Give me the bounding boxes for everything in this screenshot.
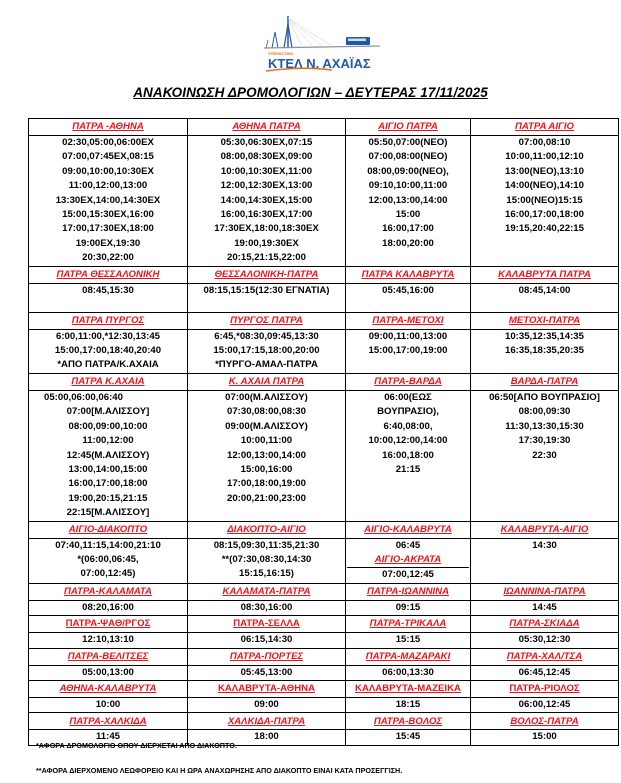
departure-times: 06:15,14:30: [240, 634, 293, 646]
route-header-cell: [346, 648, 471, 665]
route-header-cell: [188, 521, 346, 538]
route-times-row: [29, 600, 619, 615]
route-name: ΚΑΛΑΜΑΤΑ-ΠΑΤΡΑ: [222, 586, 311, 598]
departure-times-cell: [188, 136, 346, 267]
route-times-row: [29, 390, 619, 521]
departure-times: 10:35,12:35,14:35: [505, 330, 584, 342]
departure-times: 06:45: [395, 539, 421, 551]
departure-times-cell: [471, 136, 619, 267]
route-name: ΠΑΤΡΑ ΑΙΓΙΟ: [515, 121, 574, 133]
route-header-cell: [471, 266, 619, 283]
departure-times: 13:00,14:00,15:00: [68, 463, 148, 475]
departure-times-cell: [29, 329, 188, 373]
route-name: ΧΑΛΚΙΔΑ-ΠΑΤΡΑ: [227, 715, 306, 727]
departure-times: 08:15,15:15(12:30 ΕΓΝΑΤΙΑ): [203, 284, 330, 296]
departure-times: 17:00,18:00,19:00: [227, 478, 306, 490]
route-name: ΠΑΤΡΑ-ΠΟΡΤΕΣ: [229, 650, 304, 662]
departure-times: 19:00,19:30ΕΧ: [234, 237, 299, 249]
departure-times-cell: [29, 136, 188, 267]
departure-times: 06:00,13:30: [382, 666, 434, 678]
departure-times: 07:00,07:45ΕΧ,08:15: [62, 151, 154, 163]
departure-times-cell: [29, 665, 188, 680]
departure-times: 22:30: [532, 449, 557, 461]
sub-route-name: ΑΙΓΙΟ-ΑΚΡΑΤΑ: [374, 553, 442, 565]
route-name: ΒΟΛΟΣ-ΠΑΤΡΑ: [510, 715, 579, 727]
route-name: ΑΘΗΝΑ-ΚΑΛΑΒΡΥΤΑ: [59, 683, 157, 695]
route-header-cell: [471, 373, 619, 390]
departure-times: 15:00(ΝΕΟ)15:15: [506, 194, 583, 206]
departure-times: 13:00(ΝΕΟ),13:10: [505, 165, 584, 177]
departure-times: 15:00,16:00: [240, 463, 293, 475]
departure-times: 09:00(Μ.ΑΛΙΣΣΟΥ): [225, 420, 308, 432]
route-name: ΙΩΑΝΝΙΝΑ-ΠΑΤΡΑ: [503, 586, 586, 598]
route-header-cell: [29, 373, 188, 390]
departure-times: 17:00,17:30ΕΧ,18:00: [62, 223, 154, 235]
departure-times: 20:00,21:00,23:00: [227, 492, 306, 504]
route-times-row: [29, 633, 619, 648]
route-header-cell: [471, 713, 619, 730]
route-name: ΚΑΛΑΒΡΥΤΑ-ΜΑΖΕΙΚΑ: [355, 683, 461, 695]
route-header-cell: [471, 616, 619, 633]
departure-times: 08:00,09:30: [518, 406, 571, 418]
departure-times: *ΑΠΟ ΠΑΤΡΑ/Κ.ΑΧΑΙΑ: [57, 359, 159, 371]
departure-times-cell: [29, 283, 188, 312]
departure-times-cell: [188, 665, 346, 680]
route-name: ΑΙΓΙΟ-ΔΙΑΚΟΠΤΟ: [68, 523, 148, 535]
departure-times: 14:30: [532, 539, 557, 551]
departure-times: 09:10,10:00,11:00: [368, 180, 448, 192]
route-header-row: [29, 521, 619, 538]
departure-times: 13:30ΕΧ,14:00,14:30ΕΧ: [55, 194, 161, 206]
departure-times: 05:30,06:30ΕΧ,07:15: [220, 137, 313, 148]
route-name: ΒΑΡΔΑ-ΠΑΤΡΑ: [510, 376, 579, 388]
departure-times-cell: [188, 697, 346, 712]
departure-times-cell: [471, 633, 619, 648]
route-header-cell: [471, 312, 619, 329]
departure-times: 10:00: [95, 698, 121, 710]
route-header-cell: [29, 616, 188, 633]
route-header-row: [29, 373, 619, 390]
departure-times-cell: [471, 600, 619, 615]
departure-times: 07:00(Μ.ΑΛΙΣΣΟΥ): [225, 391, 308, 403]
route-name: ΔΙΑΚΟΠΤΟ-ΑΙΓΙΟ: [227, 523, 306, 535]
departure-times: 08:20,16:00: [82, 601, 134, 613]
departure-times: 07:00[Μ.ΑΛΙΣΣΟΥ]: [66, 406, 150, 418]
route-header-row: [29, 266, 619, 283]
departure-times-cell: [471, 665, 619, 680]
route-header-row: [29, 583, 619, 600]
departure-times: 20:15,21:15,22:00: [227, 252, 306, 264]
departure-times-cell: [346, 538, 471, 583]
departure-times: 10:00,11:00: [240, 435, 293, 447]
route-header-cell: [471, 648, 619, 665]
departure-times: 15:00,15:30ΕΧ,16:00: [62, 209, 154, 221]
departure-times: 05:45,13:00: [240, 666, 293, 678]
departure-times: 12:45(Μ.ΑΛΙΣΣΟΥ): [66, 449, 150, 461]
route-name: ΑΘΗΝΑ ΠΑΤΡΑ: [232, 121, 301, 133]
departure-times: 15:15,16:15): [239, 568, 294, 580]
route-name: ΠΑΤΡΑ-ΤΡΙΚΑΛΑ: [369, 618, 447, 630]
route-name: ΜΕΤΟΧΙ-ΠΑΤΡΑ: [508, 314, 581, 326]
departure-times: 05:00,13:00: [82, 666, 134, 678]
route-name: ΠΑΤΡΑ ΚΑΛΑΒΡΥΤΑ: [361, 268, 455, 280]
departure-times: 08:45,15:30: [82, 284, 134, 296]
departure-times: 6:45,*08:30,09:45,13:30: [214, 330, 319, 342]
route-times-row: [29, 538, 619, 583]
route-name: ΠΑΤΡΑ-ΜΕΤΟΧΙ: [372, 314, 444, 326]
departure-times-cell: [188, 600, 346, 615]
departure-times: 19:00,20:15,21:15: [68, 492, 148, 504]
departure-times: 11:00,12:00,13:00: [68, 180, 148, 192]
departure-times: 19:15,20:40,22:15: [505, 223, 584, 235]
departure-times: 16:00,17:00: [382, 223, 434, 235]
route-name: Κ. ΑΧΑΙΑ ΠΑΤΡΑ: [228, 376, 305, 388]
route-times-row: [29, 136, 619, 267]
departure-times: 10:00,10:30ΕΧ,11:00: [220, 165, 313, 177]
route-name: ΘΕΣΣΑΛΟΝΙΚΗ-ΠΑΤΡΑ: [214, 268, 319, 280]
departure-times: 09:00: [254, 698, 279, 710]
departure-times: 22:15[Μ.ΑΛΙΣΣΟΥ]: [66, 507, 150, 519]
route-header-cell: [471, 680, 619, 697]
route-header-cell: [188, 266, 346, 283]
departure-times: 14:00,14:30ΕΧ,15:00: [220, 194, 313, 206]
departure-times-cell: [29, 697, 188, 712]
departure-times-cell: [29, 538, 188, 583]
departure-times-cell: [346, 283, 471, 312]
departure-times: 15:00,17:00,19:00: [368, 345, 448, 357]
departure-times: 09:00,11:00,13:00: [368, 330, 448, 342]
departure-times: 05:45,16:00: [382, 284, 434, 296]
route-header-row: [29, 616, 619, 633]
departure-times: 05:30,12:30: [518, 634, 571, 646]
route-times-row: [29, 665, 619, 680]
departure-times-cell: [188, 329, 346, 373]
route-header-cell: [346, 312, 471, 329]
departure-times-cell: [346, 136, 471, 267]
departure-times: 07:00,08:10: [518, 137, 571, 148]
route-header-cell: [188, 616, 346, 633]
departure-times: 6:00,11:00,*12:30,13:45: [55, 330, 160, 342]
departure-times: 06:00(ΕΩΣ: [384, 391, 432, 403]
departure-times: 20:30,22:00: [82, 252, 134, 264]
departure-times-cell: [346, 390, 471, 521]
route-header-cell: [346, 616, 471, 633]
route-name: ΠΑΤΡΑ-ΣΕΛΛΑ: [233, 618, 300, 630]
departure-times: 07:00,12:45): [80, 568, 136, 580]
footnote-single-star: *ΑΦΟΡΑ ΔΡΟΜΟΛΟΓΙΟ ΟΠΟΥ ΔΙΕΡΧΕΤΑΙ ΑΠΟ ΔΙΑΚΟΠΤΟ.: [36, 741, 237, 750]
departure-times-cell: [346, 665, 471, 680]
departure-times-cell: [29, 390, 188, 521]
route-header-cell: [346, 680, 471, 697]
departure-times: 18:00: [254, 731, 279, 743]
departure-times: 08:30,16:00: [240, 601, 293, 613]
route-header-row: [29, 680, 619, 697]
departure-times: 14:00(ΝΕΟ),14:10: [505, 180, 584, 192]
departure-times-cell: [471, 329, 619, 373]
departure-times: 15:00: [532, 731, 557, 743]
route-name: ΚΑΛΑΒΡΥΤΑ ΠΑΤΡΑ: [498, 268, 591, 280]
route-times-row: [29, 329, 619, 373]
departure-times: 15:00: [395, 209, 421, 221]
ktel-achaias-logo: [262, 14, 380, 74]
departure-times: 07:40,11:15,14:00,21:10: [55, 539, 161, 551]
departure-times: 19:00ΕΧ,19:30: [75, 237, 141, 249]
route-name: ΑΙΓΙΟ-ΚΑΛΑΒΡΥΤΑ: [364, 523, 452, 535]
route-name: ΠΑΤΡΑ-ΨΑΘ/ΡΓΟΣ: [65, 618, 151, 630]
sub-route-header: [347, 553, 469, 567]
route-header-cell: [188, 713, 346, 730]
route-header-cell: [346, 266, 471, 283]
route-name: ΚΑΛΑΒΡΥΤΑ-ΑΘΗΝΑ: [217, 683, 316, 695]
page-title: ΑΝΑΚΟΙΝΩΣΗ ΔΡΟΜΟΛΟΓΙΩΝ – ΔΕΥΤΕΡΑΣ 17/11/2025: [133, 85, 488, 100]
route-name: ΑΙΓΙΟ ΠΑΤΡΑ: [378, 121, 438, 133]
departure-times-cell: [471, 390, 619, 521]
route-header-cell: [346, 119, 471, 136]
route-header-cell: [188, 312, 346, 329]
route-header-cell: [29, 648, 188, 665]
route-name: ΠΑΤΡΑ-ΧΑΛΚΙΔΑ: [69, 715, 147, 727]
departure-times: 15:15: [395, 634, 421, 646]
departure-times: 16:00,18:00: [382, 449, 434, 461]
route-name: ΚΑΛΑΒΡΥΤΑ-ΑΙΓΙΟ: [500, 523, 589, 535]
departure-times-cell: [29, 600, 188, 615]
route-name: ΠΑΤΡΑ-ΒΑΡΔΑ: [374, 376, 442, 388]
departure-times-cell: [346, 633, 471, 648]
departure-times: 08:45,14:00: [518, 284, 571, 296]
route-header-row: [29, 648, 619, 665]
departure-times-cell: [188, 538, 346, 583]
route-header-cell: [188, 680, 346, 697]
departure-times: 16:00,17:00,18:00: [505, 209, 584, 221]
svg-text:ΚΤΕΛ Ν. ΑΧΑΪΑΣ: ΚΤΕΛ Ν. ΑΧΑΪΑΣ: [268, 56, 371, 71]
route-header-cell: [29, 583, 188, 600]
route-header-cell: [346, 521, 471, 538]
route-header-cell: [29, 312, 188, 329]
route-name: ΠΑΤΡΑ-ΡΙΟΛΟΣ: [509, 683, 580, 695]
route-header-cell: [471, 521, 619, 538]
departure-times: 15:00,17:00,18:40,20:40: [54, 345, 162, 357]
route-name: ΠΑΤΡΑ-ΚΑΛΑΜΑΤΑ: [64, 586, 152, 598]
route-header-cell: [29, 266, 188, 283]
footnote-double-star: **ΑΦΟΡΑ ΔΙΕΡΧΟΜΕΝΟ ΛΕΩΦΟΡΕΙΟ ΚΑΙ Η ΩΡΑ ΑΝΑΧΩΡΗΣΗΣ ΑΠΟ ΔΙΑΚΟΠΤΟ ΕΙΝΑΙ ΚΑΤΑ ΠΡΟΣΕΓΓΙΣΗ.: [36, 766, 403, 775]
departure-times: 06:00,12:45: [518, 698, 571, 710]
route-name: ΠΑΤΡΑ ΠΥΡΓΟΣ: [71, 314, 145, 326]
departure-times-cell: [188, 283, 346, 312]
svg-text:ΥΠΕΡΑΣΤΙΚΟ: ΥΠΕΡΑΣΤΙΚΟ: [268, 51, 294, 56]
route-header-cell: [188, 373, 346, 390]
departure-times: 12:00,12:30ΕΧ,13:00: [220, 180, 313, 192]
departure-times: 12:00,13:00,14:00: [227, 449, 306, 461]
departure-times: 16:00,17:00,18:00: [68, 478, 148, 490]
departure-times: 05:00,06:00,06:40: [44, 391, 123, 403]
route-name: ΠΥΡΓΟΣ ΠΑΤΡΑ: [230, 314, 303, 326]
departure-times: *(06:00,06:45,: [77, 553, 139, 565]
departure-times-cell: [188, 633, 346, 648]
route-name: ΠΑΤΡΑ-ΒΟΛΟΣ: [373, 715, 443, 727]
route-times-row: [29, 283, 619, 312]
departure-times: 10:00,12:00,14:00: [368, 435, 448, 447]
departure-times-cell: [471, 538, 619, 583]
route-name: ΠΑΤΡΑ-ΜΑΖΑΡΑΚΙ: [365, 650, 451, 662]
route-header-cell: [188, 583, 346, 600]
departure-times: 17:30ΕΧ,18:00,18:30ΕΧ: [214, 223, 319, 235]
bridge-logo-icon: [262, 14, 380, 74]
route-name: ΠΑΤΡΑ-ΣΚΙΑΔΑ: [509, 618, 580, 630]
departure-times: 16:35,18:35,20:35: [505, 345, 584, 357]
departure-times: 15:45: [395, 731, 421, 743]
departure-times: 07:00,08:00(ΝΕΟ): [368, 151, 448, 163]
route-name: ΠΑΤΡΑ -ΑΘΗΝΑ: [72, 121, 144, 133]
schedule-table: [28, 118, 619, 746]
route-header-cell: [29, 680, 188, 697]
departure-times-cell: [346, 600, 471, 615]
sub-route-times: 07:00,12:45: [347, 567, 469, 582]
departure-times-cell: [471, 697, 619, 712]
departure-times: 07:30,08:00,08:30: [227, 406, 306, 418]
route-header-cell: [29, 119, 188, 136]
departure-times: 08:00,08:30ΕΧ,09:00: [220, 151, 313, 163]
departure-times: 21:15: [395, 463, 421, 475]
departure-times: ΒΟΥΠΡΑΣΙΟ),: [377, 406, 439, 418]
route-header-cell: [346, 373, 471, 390]
departure-times: 08:00,09:00,10:00: [68, 420, 148, 432]
departure-times: 11:00,12:00: [82, 435, 134, 447]
departure-times: 11:30,13:30,15:30: [505, 420, 584, 432]
route-name: ΠΑΤΡΑ Κ.ΑΧΑΙΑ: [71, 376, 145, 388]
route-header-cell: [471, 119, 619, 136]
departure-times-cell: [346, 730, 471, 745]
departure-times: 05:50,07:00(ΝΕΟ): [368, 137, 448, 148]
departure-times: 17:30,19:30: [518, 435, 571, 447]
departure-times-cell: [346, 697, 471, 712]
route-name: ΠΑΤΡΑ-ΒΕΛΙΤΣΕΣ: [67, 650, 149, 662]
route-header-row: [29, 119, 619, 136]
departure-times: 12:10,13:10: [82, 634, 134, 646]
route-header-cell: [29, 713, 188, 730]
route-header-cell: [188, 648, 346, 665]
departure-times: 14:45: [532, 601, 557, 613]
departure-times-cell: [471, 283, 619, 312]
route-header-cell: [188, 119, 346, 136]
departure-times: 6:40,08:00,: [383, 420, 433, 432]
departure-times: 08:00,09:00(ΝΕΟ),: [367, 165, 449, 177]
departure-times: 06:50[ΑΠΟ ΒΟΥΠΡΑΣΙΟ]: [489, 391, 600, 403]
departure-times: 16:00,16:30ΕΧ,17:00: [220, 209, 313, 221]
departure-times: *ΠΥΡΓΟ-ΑΜΑΛ-ΠΑΤΡΑ: [215, 359, 318, 371]
route-header-cell: [29, 521, 188, 538]
route-times-row: [29, 697, 619, 712]
departure-times: 09:00,10:00,10:30ΕΧ: [62, 165, 154, 177]
departure-times: 10:00,11:00,12:10: [505, 151, 584, 163]
route-header-cell: [346, 713, 471, 730]
departure-times: 11:45: [95, 731, 120, 743]
departure-times: 12:00,13:00,14:00: [368, 194, 448, 206]
departure-times: 15:00,17:15,18:00,20:00: [213, 345, 320, 357]
departure-times-cell: [471, 730, 619, 745]
route-name: ΠΑΤΡΑ-ΙΩΑΝΝΙΝΑ: [366, 586, 450, 598]
departure-times-cell: [346, 329, 471, 373]
departure-times: 08:15,09:30,11:35,21:30: [213, 539, 320, 551]
route-header-row: [29, 312, 619, 329]
route-header-row: [29, 713, 619, 730]
departure-times: **(07:30,08:30,14:30: [221, 553, 312, 565]
departure-times-cell: [188, 390, 346, 521]
departure-times: 02:30,05:00,06:00ΕΧ: [62, 137, 154, 148]
departure-times-cell: [29, 633, 188, 648]
departure-times: 18:00,20:00: [382, 237, 434, 249]
departure-times: 06:45,12:45: [518, 666, 571, 678]
departure-times: 09:15: [395, 601, 421, 613]
route-name: ΠΑΤΡΑ ΘΕΣΣΑΛΟΝΙΚΗ: [56, 268, 160, 280]
departure-times: 18:15: [395, 698, 421, 710]
route-header-cell: [471, 583, 619, 600]
route-header-cell: [346, 583, 471, 600]
route-name: ΠΑΤΡΑ-ΧΑΛ/ΤΣΑ: [506, 650, 583, 662]
